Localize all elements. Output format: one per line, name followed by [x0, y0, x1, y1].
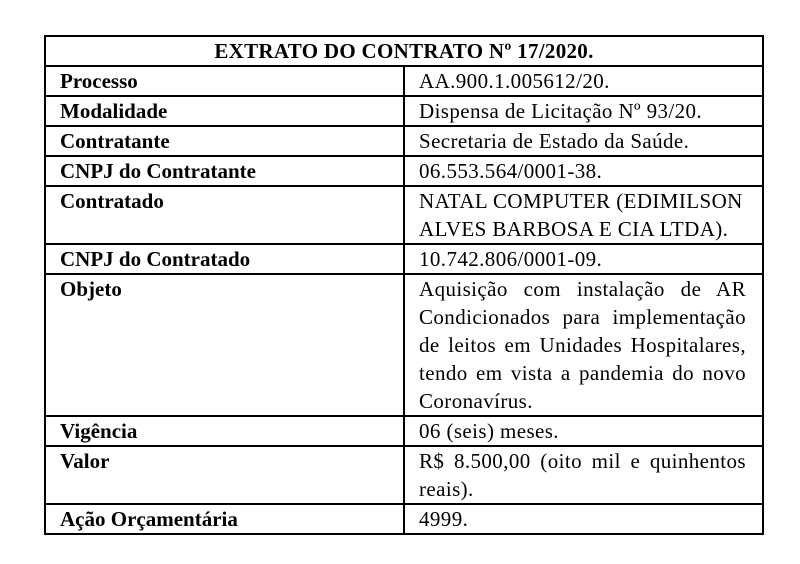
field-label: Contratante — [45, 126, 404, 156]
field-label: Valor — [45, 446, 404, 504]
table-row — [45, 126, 763, 156]
field-label: Objeto — [45, 274, 404, 416]
field-label: Contratado — [45, 186, 404, 244]
field-value: 4999. — [404, 504, 763, 534]
field-value: Aquisição com instalação de AR Condicionados para implementação de leitos em Unidades Hospitalares, tendo em vista a pandemia do novo Coronavírus. — [404, 274, 763, 416]
field-value: 10.742.806/0001-09. — [404, 244, 763, 274]
field-label: CNPJ do Contratante — [45, 156, 404, 186]
field-value: AA.900.1.005612/20. — [404, 66, 763, 96]
field-value: 06.553.564/0001-38. — [404, 156, 763, 186]
table-row — [45, 96, 763, 126]
table-row — [45, 504, 763, 534]
contract-extract-table — [44, 35, 764, 535]
field-value: R$ 8.500,00 (oito mil e quinhentos reais). — [404, 446, 763, 504]
field-label: Vigência — [45, 416, 404, 446]
document-title: EXTRATO DO CONTRATO Nº 17/2020. — [45, 36, 763, 66]
table-row — [45, 446, 763, 504]
table-row — [45, 416, 763, 446]
field-value: 06 (seis) meses. — [404, 416, 763, 446]
field-label: Processo — [45, 66, 404, 96]
field-label: Ação Orçamentária — [45, 504, 404, 534]
field-label: CNPJ do Contratado — [45, 244, 404, 274]
field-value: Dispensa de Licitação Nº 93/20. — [404, 96, 763, 126]
field-label: Modalidade — [45, 96, 404, 126]
field-value: NATAL COMPUTER (EDIMILSON ALVES BARBOSA E CIA LTDA). — [404, 186, 763, 244]
table-row — [45, 156, 763, 186]
table-row — [45, 186, 763, 244]
table-row — [45, 274, 763, 416]
title-row — [45, 36, 763, 66]
table-row — [45, 244, 763, 274]
field-value: Secretaria de Estado da Saúde. — [404, 126, 763, 156]
table-row — [45, 66, 763, 96]
